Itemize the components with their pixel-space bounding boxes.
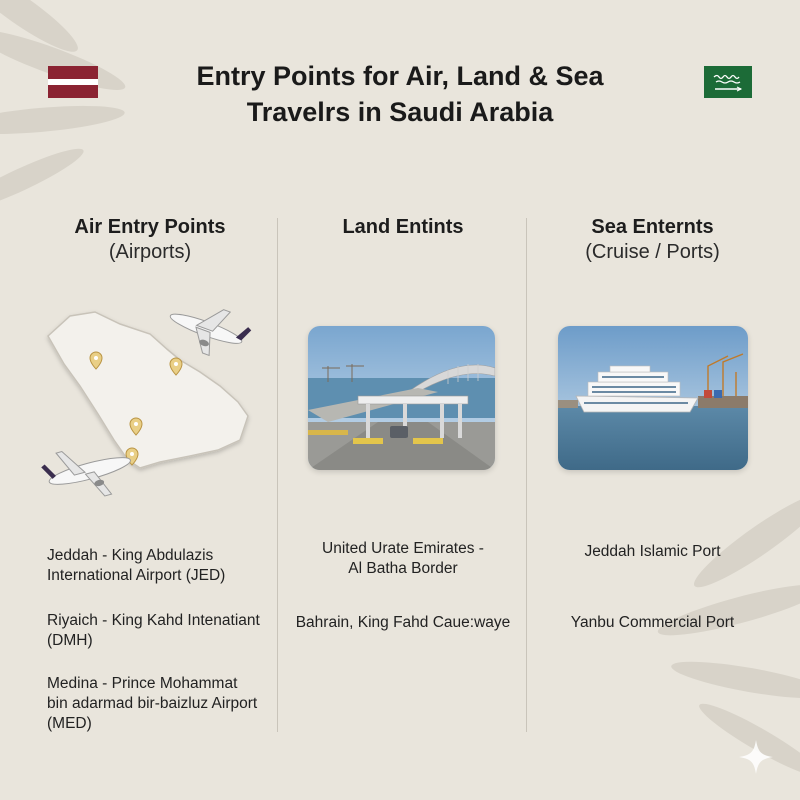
sea-heading-title: Sea Enternts — [591, 216, 714, 238]
border-crossing-photo — [308, 326, 495, 470]
cruise-ship-photo — [558, 326, 748, 470]
entry-line: United Urate Emirates - — [322, 540, 484, 557]
title-line-2: Travelrs in Saudi Arabia — [246, 97, 554, 127]
entry-line: Al Batha Border — [348, 560, 458, 577]
entry-line: Medina - Prince Mohammat — [47, 675, 238, 692]
entry-line: (DMH) — [47, 632, 93, 649]
land-entry-uae — [290, 539, 516, 579]
title-line-1: Entry Points for Air, Land & Sea — [196, 61, 604, 91]
land-heading — [290, 215, 516, 240]
column-divider — [277, 218, 278, 732]
saudi-map-icon — [40, 290, 265, 520]
sea-heading-subtitle: (Cruise / Ports) — [585, 241, 720, 263]
page-title — [150, 58, 650, 130]
saudi-flag-icon — [704, 66, 752, 98]
land-entry-bahrain — [290, 613, 516, 633]
sea-entry-jeddah-port — [545, 542, 760, 562]
entry-line: Riyaich - King Kahd Intenatiant — [47, 612, 260, 629]
air-entry-medina — [47, 674, 275, 734]
entry-line: Yanbu Commercial Port — [570, 614, 735, 631]
air-entry-riyadh — [47, 611, 272, 651]
entry-line: Bahrain, King Fahd Caue:waye — [295, 614, 511, 631]
air-heading — [40, 215, 260, 265]
sparkle-icon — [737, 738, 775, 776]
sea-heading — [545, 215, 760, 265]
entry-line: bin adarmad bir-baizluz Airport — [47, 695, 258, 712]
airplane-icon — [162, 293, 255, 366]
entry-line: (MED) — [47, 715, 92, 732]
entry-line: International Airport (JED) — [47, 567, 226, 584]
entry-line: Jeddah - King Abdulazis — [47, 547, 214, 564]
air-entry-jeddah — [47, 546, 272, 586]
air-heading-subtitle: (Airports) — [108, 241, 192, 263]
entry-line: Jeddah Islamic Port — [584, 543, 721, 560]
column-divider — [526, 218, 527, 732]
sea-entry-yanbu-port — [545, 613, 760, 633]
latvia-flag-icon — [48, 66, 98, 98]
air-heading-title: Air Entry Points — [74, 216, 226, 238]
land-heading-title: Land Entints — [342, 216, 464, 238]
